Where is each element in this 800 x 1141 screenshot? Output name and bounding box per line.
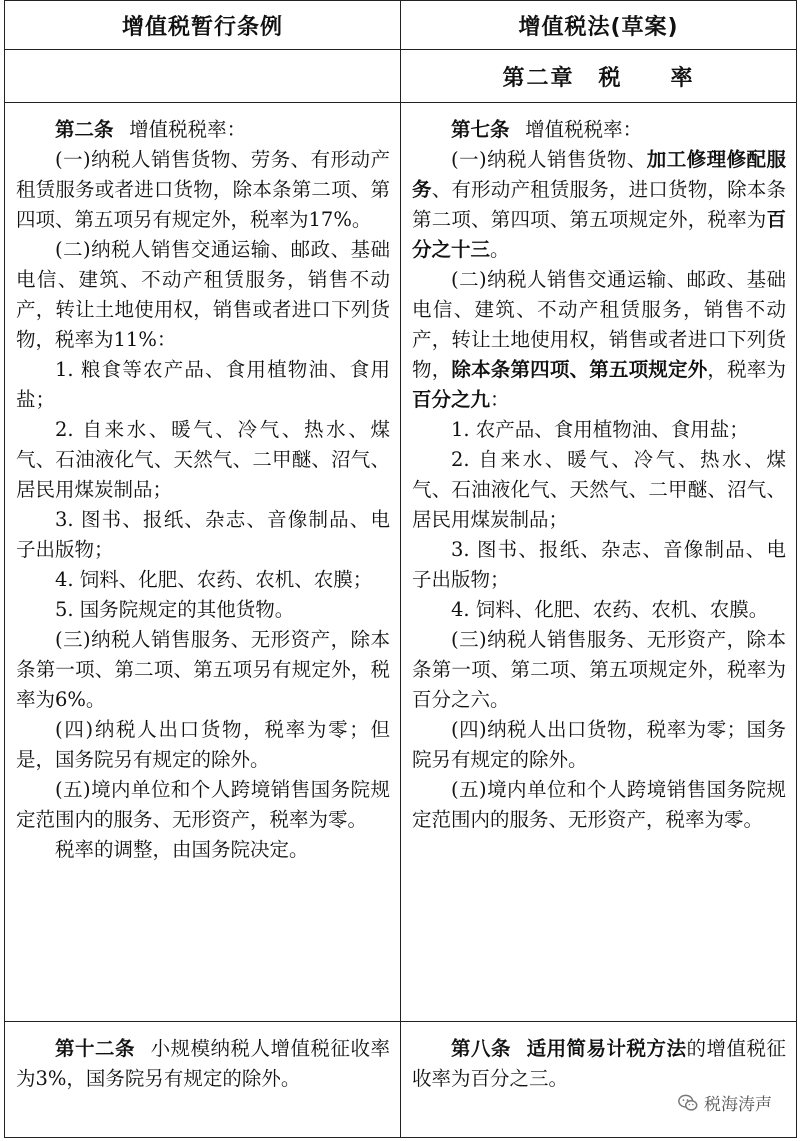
left-a2-p3: (三)纳税人销售服务、无形资产，除本条第一项、第二项、第五项另有规定外，税率为6%。 (16, 628, 390, 711)
left-a2-p4: (四)纳税人出口货物，税率为零；但是，国务院另有规定的除外。 (16, 718, 390, 771)
wechat-icon (677, 1092, 699, 1114)
left-a2-p6: 税率的调整，由国务院决定。 (55, 838, 309, 861)
left-article-2-cell (5, 103, 401, 1022)
left-a2-p1: (一)纳税人销售货物、劳务、有形动产租赁服务或者进口货物，除本条第二项、第四项、第五项另有规定外，税率为17%。 (16, 148, 390, 231)
left-a2-item2: 2. 自来水、暖气、冷气、热水、煤气、石油液化气、天然气、二甲醚、沼气、居民用煤炭制品； (16, 418, 390, 501)
left-a2-heading: 第二条 增值税税率： (55, 118, 247, 141)
header-right: 增值税法(草案) (401, 1, 797, 50)
left-a2-p5: (五)境内单位和个人跨境销售国务院规定范围内的服务、无形资产，税率为零。 (16, 778, 390, 831)
left-a2-p2: (二)纳税人销售交通运输、邮政、基础电信、建筑、不动产租赁服务，销售不动产，转让土地使用权，销售或者进口下列货物，税率为11%： (16, 238, 390, 351)
left-a2-item3: 3. 图书、报纸、杂志、音像制品、电子出版物； (16, 508, 390, 561)
header-left: 增值税暂行条例 (5, 1, 401, 50)
right-a7-item3: 3. 图书、报纸、杂志、音像制品、电子出版物； (412, 538, 786, 591)
right-a7-p1: (一)纳税人销售货物、加工修理修配服务、有形动产租赁服务，进口货物，除本条第二项、第四项、第五项规定外，税率为百分之十三。 (412, 148, 786, 261)
left-a2-item1: 1. 粮食等农产品、食用植物油、食用盐； (16, 358, 390, 411)
right-a7-p5: (五)境内单位和个人跨境销售国务院规定范围内的服务、无形资产，税率为零。 (412, 778, 786, 831)
right-a7-p2: (二)纳税人销售交通运输、邮政、基础电信、建筑、不动产租赁服务，销售不动产，转让土地使用权，销售或者进口下列货物，除本条第四项、第五项规定外，税率为百分之九： (412, 268, 786, 411)
right-a7-item1: 1. 农产品、食用植物油、食用盐； (451, 418, 749, 441)
right-a7-p3: (三)纳税人销售服务、无形资产，除本条第一项、第二项、第五项规定外，税率为百分之六。 (412, 628, 786, 711)
left-article-12-cell (5, 1022, 401, 1138)
chapter-title: 第二章 税 率 (401, 50, 797, 103)
right-article-7-cell (401, 103, 797, 1022)
right-a7-heading: 第七条 增值税税率： (451, 118, 643, 141)
left-a12-text: 第十二条 小规模纳税人增值税征收率为3%，国务院另有规定的除外。 (16, 1037, 390, 1090)
right-a7-item4: 4. 饲料、化肥、农药、农机、农膜。 (451, 598, 769, 621)
left-a2-item5: 5. 国务院规定的其他货物。 (55, 598, 295, 621)
watermark-text: 税海涛声 (704, 1095, 772, 1115)
right-article-8-cell (401, 1022, 797, 1138)
right-a8-text: 第八条 适用简易计税方法的增值税征收率为百分之三。 (412, 1037, 786, 1090)
left-a2-item4: 4. 饲料、化肥、农药、农机、农膜； (55, 568, 373, 591)
right-a7-p4: (四)纳税人出口货物，税率为零；国务院另有规定的除外。 (412, 718, 786, 771)
comparison-table (4, 0, 797, 1138)
watermark (677, 1090, 772, 1115)
right-a7-item2: 2. 自来水、暖气、冷气、热水、煤气、石油液化气、天然气、二甲醚、沼气、居民用煤炭制品； (412, 448, 786, 531)
chapter-left-empty (5, 50, 401, 103)
